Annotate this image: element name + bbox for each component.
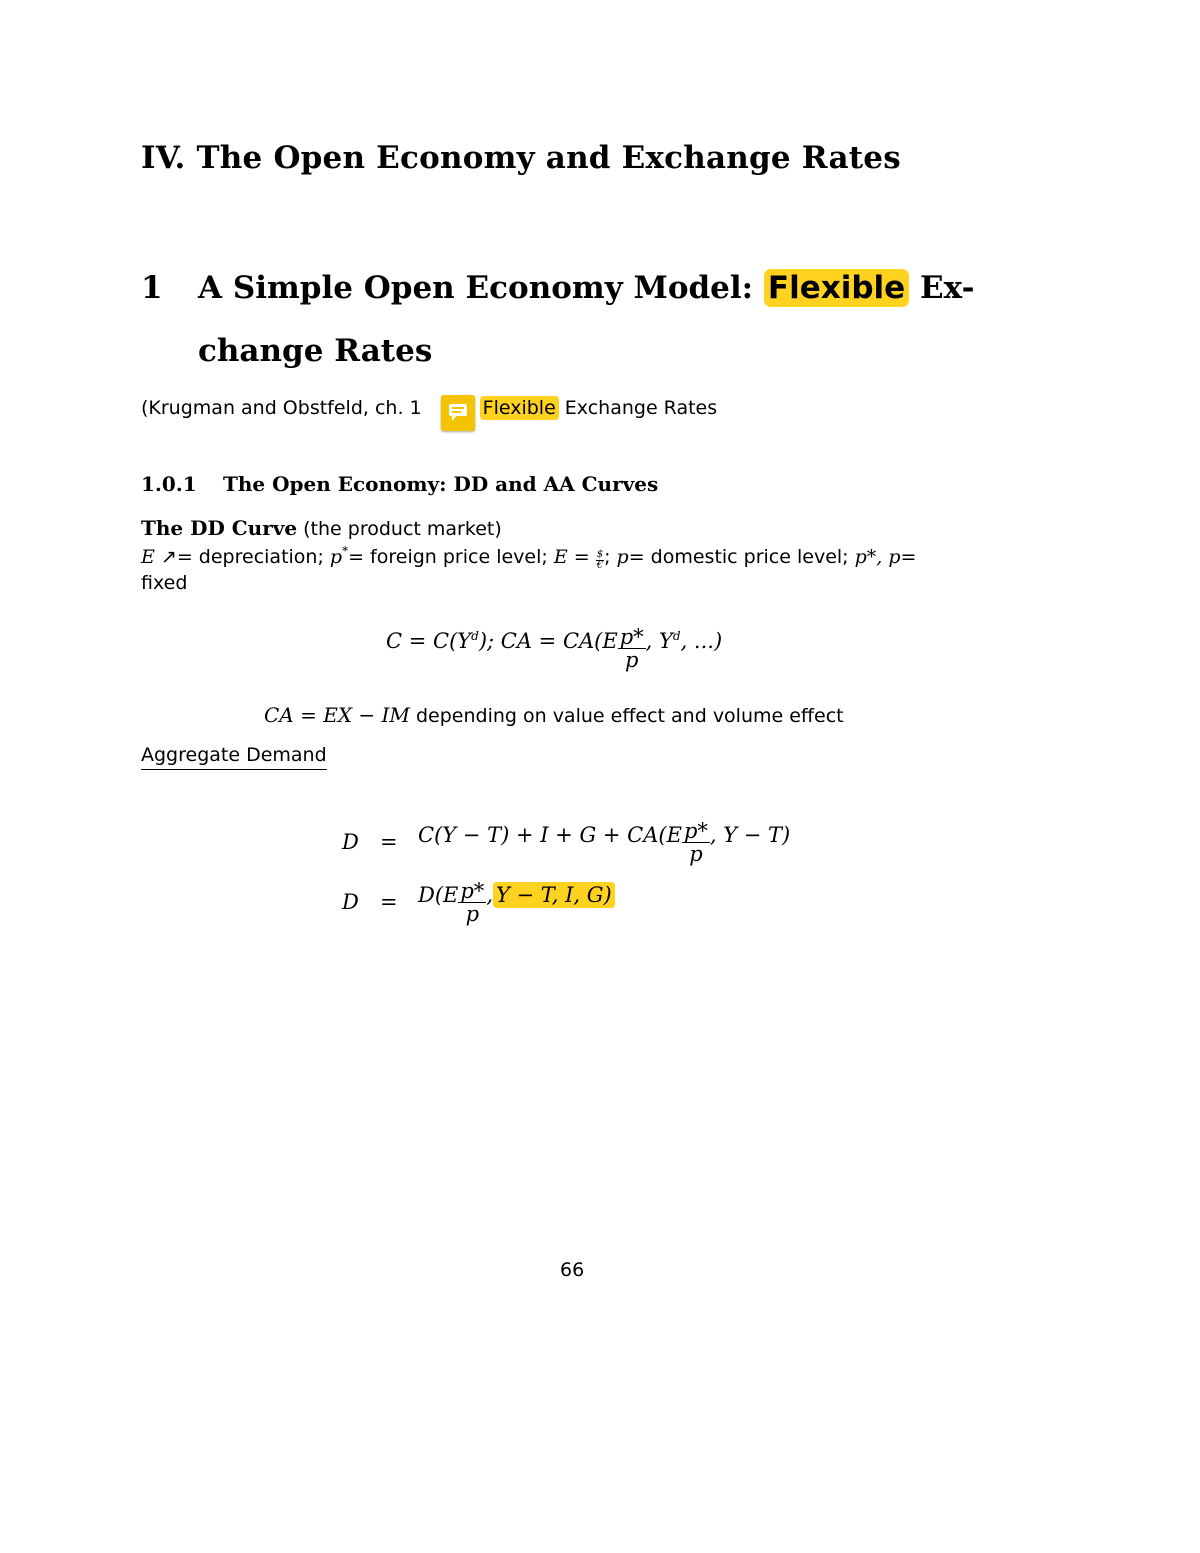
def-foreign-price: = foreign price level; <box>348 546 548 568</box>
row2-a: D(E <box>418 883 459 907</box>
var-e: E <box>141 546 155 568</box>
reference-line <box>141 397 717 419</box>
eq1-after: , Y <box>645 629 673 653</box>
subsection-heading <box>141 472 658 496</box>
eq1-end: , ...) <box>680 629 723 653</box>
eq-row2-rhs <box>418 874 615 926</box>
eq-row2-rel: = <box>380 890 398 914</box>
section-title-line2: change Rates <box>198 333 433 369</box>
var-p: p <box>616 546 629 568</box>
row1-num: p* <box>683 819 708 843</box>
row2-highlight[interactable]: Y − T, I, G) <box>493 882 615 908</box>
def-depreciation: = depreciation; <box>176 546 324 568</box>
var-pstar: p <box>329 546 343 568</box>
eq1-mid: ); CA = CA(E <box>478 629 618 653</box>
star: * <box>342 544 349 558</box>
frac-num: $ <box>596 549 604 560</box>
row1-b: , Y − T) <box>709 823 791 847</box>
row1-fraction <box>682 820 710 865</box>
eq1-sup: d <box>471 629 479 643</box>
eq1-den: p <box>624 648 639 672</box>
chapter-title: IV. The Open Economy and Exchange Rates <box>141 140 901 176</box>
reference-suffix: Exchange Rates <box>558 397 718 419</box>
section-title-line1 <box>198 270 974 306</box>
row1-den: p <box>689 842 703 866</box>
eq1-num: p* <box>619 625 644 649</box>
paragraph-bold-title: The DD Curve <box>141 516 298 540</box>
definitions-line: E ↗= depreciation; p*= foreign price level; E = $\frac{\$}{€}$ ; p= domestic price level; p*, p= <box>141 544 917 571</box>
section-number: 1 <box>141 270 163 306</box>
paragraph-title <box>141 516 502 540</box>
page-number: 66 <box>560 1259 585 1281</box>
var-e2: E <box>553 546 568 568</box>
frac-den: € <box>596 560 604 571</box>
up-arrow-icon: ↗ <box>160 546 177 568</box>
eq1-fraction <box>618 626 646 671</box>
reference-highlight[interactable]: Flexible <box>480 396 559 420</box>
comment-note-icon[interactable] <box>441 395 475 431</box>
eq-row2-lhs: D <box>342 890 359 914</box>
def-domestic-price: = domestic price level; <box>628 546 849 568</box>
eq-row1-rel: = <box>380 830 398 854</box>
paragraph-rest: (the product market) <box>297 518 502 540</box>
equation-consumption-ca <box>386 620 723 672</box>
row2-fraction <box>458 880 486 925</box>
row2-comma: , <box>486 883 493 907</box>
reference-prefix: (Krugman and Obstfeld, ch. 1 <box>141 397 422 419</box>
equation-current-account <box>264 703 844 727</box>
aggregate-demand-label: Aggregate Demand <box>141 744 327 770</box>
row1-a: C(Y − T) + I + G + CA(E <box>418 823 682 847</box>
section-title-part2: Ex- <box>920 270 975 306</box>
section-title-part1: A Simple Open Economy Model: <box>198 270 754 306</box>
section-title-highlight[interactable]: Flexible <box>764 269 909 307</box>
subsection-title: The Open Economy: DD and AA Curves <box>223 472 659 496</box>
dollar-euro-fraction <box>596 550 604 571</box>
subsection-number: 1.0.1 <box>141 472 197 496</box>
row2-num: p* <box>460 879 485 903</box>
eq2-math: CA = EX − IM <box>264 703 410 727</box>
eq2-text: depending on value effect and volume effect <box>409 705 844 727</box>
eq-row1-rhs <box>418 814 791 866</box>
fixed-vars: p*, p <box>854 546 901 568</box>
eq-sign: = <box>567 546 596 568</box>
row2-den: p <box>465 902 480 926</box>
eq-row1-lhs: D <box>342 830 359 854</box>
eq1-sup2: d <box>672 629 681 643</box>
definitions-line2: fixed <box>141 572 188 594</box>
eq1-left: C = C(Y <box>386 629 472 653</box>
fixed-eq: = <box>900 546 917 568</box>
